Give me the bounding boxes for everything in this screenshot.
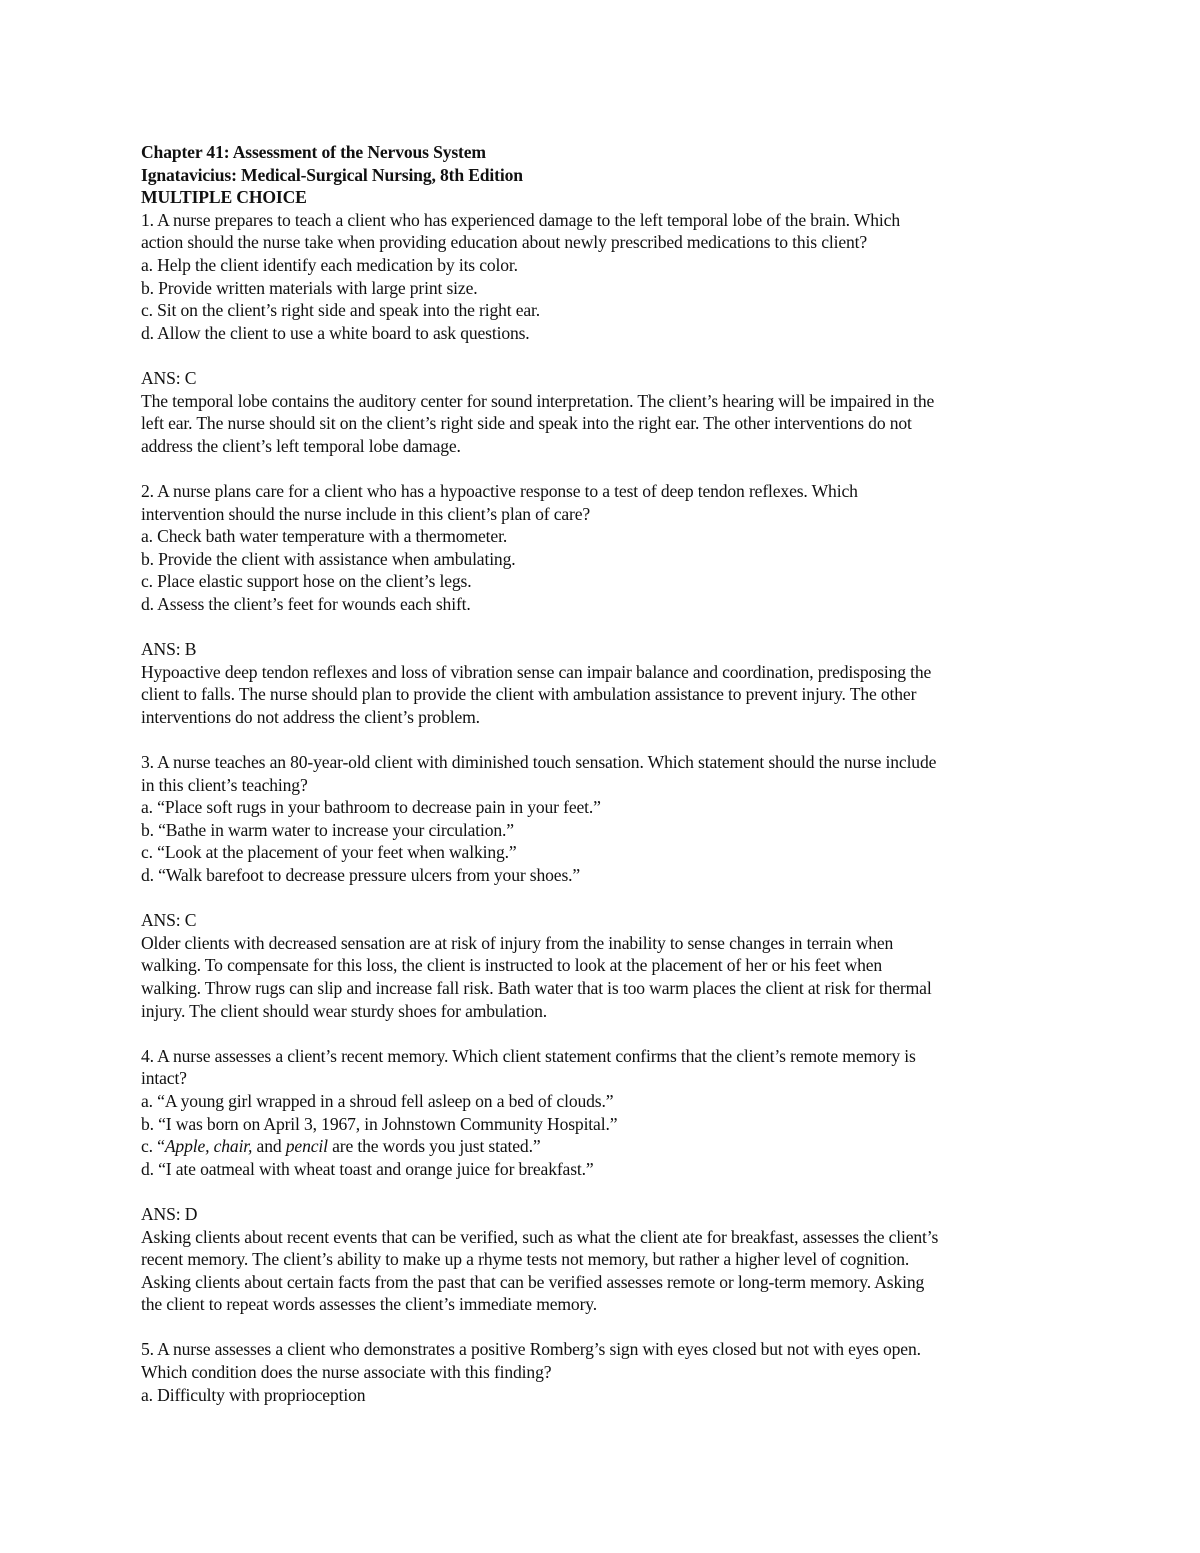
rationale: the client to repeat words assesses the client’s immediate memory.	[141, 1294, 598, 1315]
answer-key: ANS: D	[141, 1203, 198, 1224]
question-stem: 1. A nurse prepares to teach a client who has experienced damage to the left temporal lobe of the brain. Which	[141, 209, 900, 230]
question-1	[141, 209, 1061, 480]
question-stem: intervention should the nurse include in this client’s plan of care?	[141, 503, 591, 524]
section-title: MULTIPLE CHOICE	[141, 187, 307, 208]
rationale: Older clients with decreased sensation are at risk of injury from the inability to sense changes in terrain when	[141, 932, 894, 953]
answer-option: a. Check bath water temperature with a thermometer.	[141, 526, 508, 547]
answer-option: d. “I ate oatmeal with wheat toast and orange juice for breakfast.”	[141, 1158, 594, 1179]
question-stem: action should the nurse take when providing education about newly prescribed medications to this client?	[141, 232, 868, 253]
answer-option: c. Place elastic support hose on the client’s legs.	[141, 571, 472, 592]
answer-option: c. “Look at the placement of your feet when walking.”	[141, 842, 517, 863]
rationale: walking. To compensate for this loss, the client is instructed to look at the placement of her or his feet when	[141, 955, 883, 976]
question-5	[141, 1338, 1061, 1406]
rationale: Hypoactive deep tendon reflexes and loss of vibration sense can impair balance and coordination, predisposing the	[141, 661, 932, 682]
answer-option: d. Allow the client to use a white board to ask questions.	[141, 322, 530, 343]
question-stem: 2. A nurse plans care for a client who has a hypoactive response to a test of deep tendon reflexes. Which	[141, 480, 858, 501]
rationale: address the client’s left temporal lobe damage.	[141, 435, 461, 456]
document-page	[141, 141, 1061, 1406]
answer-option: d. Assess the client’s feet for wounds each shift.	[141, 593, 471, 614]
answer-option: b. Provide the client with assistance when ambulating.	[141, 548, 516, 569]
question-3	[141, 751, 1061, 1045]
rationale: walking. Throw rugs can slip and increase fall risk. Bath water that is too warm places the client at risk for thermal	[141, 977, 932, 998]
rationale: The temporal lobe contains the auditory center for sound interpretation. The client’s hearing will be impaired in the	[141, 390, 935, 411]
rationale: injury. The client should wear sturdy shoes for ambulation.	[141, 1000, 547, 1021]
answer-option: c. Sit on the client’s right side and speak into the right ear.	[141, 300, 541, 321]
question-stem: 5. A nurse assesses a client who demonstrates a positive Romberg’s sign with eyes closed but not with eyes open.	[141, 1339, 921, 1360]
chapter-title: Chapter 41: Assessment of the Nervous System	[141, 142, 486, 162]
question-stem: in this client’s teaching?	[141, 774, 308, 795]
answer-option: a. “Place soft rugs in your bathroom to decrease pain in your feet.”	[141, 797, 601, 818]
answer-option: a. “A young girl wrapped in a shroud fell asleep on a bed of clouds.”	[141, 1090, 614, 1111]
rationale: interventions do not address the client’s problem.	[141, 706, 480, 727]
answer-option: b. “I was born on April 3, 1967, in Johnstown Community Hospital.”	[141, 1113, 618, 1134]
rationale: left ear. The nurse should sit on the client’s right side and speak into the right ear. The other interventions do not	[141, 413, 912, 434]
question-stem: intact?	[141, 1068, 187, 1089]
answer-option: d. “Walk barefoot to decrease pressure ulcers from your shoes.”	[141, 865, 581, 885]
question-stem: 3. A nurse teaches an 80-year-old client with diminished touch sensation. Which statement should the nurse include	[141, 752, 937, 773]
answer-option: b. Provide written materials with large print size.	[141, 277, 478, 298]
answer-key: ANS: B	[141, 639, 197, 660]
book-title: Ignatavicius: Medical-Surgical Nursing, 8th Edition	[141, 164, 523, 185]
answer-option: b. “Bathe in warm water to increase your circulation.”	[141, 819, 514, 840]
rationale: recent memory. The client’s ability to make up a rhyme tests not memory, but rather a higher level of cognition.	[141, 1249, 910, 1270]
answer-option: a. Help the client identify each medication by its color.	[141, 254, 518, 275]
rationale: Asking clients about certain facts from the past that can be verified assesses remote or long-term memory. Asking	[141, 1271, 925, 1292]
answer-key: ANS: C	[141, 367, 197, 388]
answer-key: ANS: C	[141, 910, 197, 931]
rationale: client to falls. The nurse should plan to provide the client with ambulation assistance to prevent injury. The other	[141, 684, 917, 705]
answer-option: a. Difficulty with proprioception	[141, 1384, 366, 1405]
document-header	[141, 141, 1061, 209]
rationale: Asking clients about recent events that can be verified, such as what the client ate for breakfast, assesses the client’s	[141, 1226, 939, 1247]
question-2	[141, 480, 1061, 751]
question-4	[141, 1045, 1061, 1339]
question-stem: 4. A nurse assesses a client’s recent memory. Which client statement confirms that the client’s remote memory is	[141, 1045, 916, 1066]
question-stem: Which condition does the nurse associate with this finding?	[141, 1362, 552, 1383]
answer-option: c. “Apple, chair, and pencil are the words you just stated.”	[141, 1136, 541, 1157]
